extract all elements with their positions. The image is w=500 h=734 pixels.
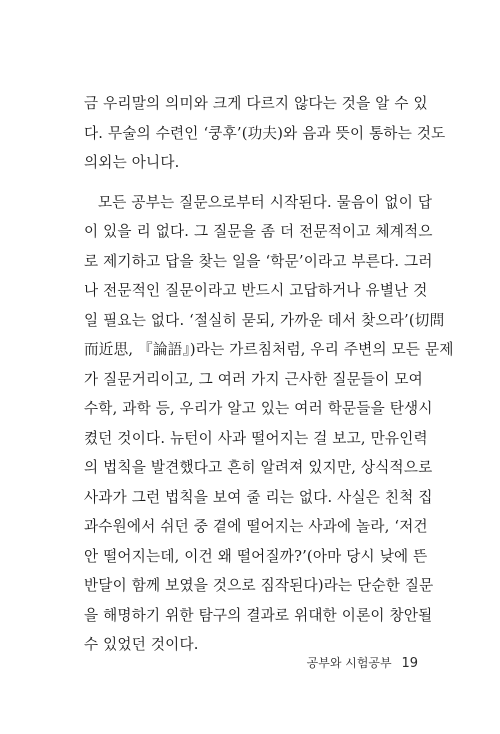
- text-line: 다. 무술의 수련인 ‘쿵후’(功夫)와 음과 뜻이 통하는 것도: [84, 124, 446, 142]
- text-line: 을 해명하기 위한 탐구의 결과로 위대한 이론이 창안될: [84, 606, 433, 624]
- text-line: 수 있었던 것이다.: [84, 636, 199, 653]
- text-line: 일 필요는 없다. ‘절실히 묻되, 가까운 데서 찾으라’(切問: [84, 311, 445, 329]
- text-line: 로 제기하고 답을 찾는 일을 ‘학문’이라고 부른다. 그러: [84, 252, 433, 270]
- text-line: 나 전문적인 질문이라고 반드시 고답하거나 유별난 것: [84, 282, 428, 299]
- text-line: 반달이 함께 보였을 것으로 짐작된다)라는 단순한 질문: [84, 577, 434, 594]
- text-line: 모든 공부는 질문으로부터 시작된다. 물음이 없이 답: [98, 193, 433, 211]
- text-line: 수학, 과학 등, 우리가 알고 있는 여러 학문들을 탄생시: [84, 400, 433, 417]
- text-line: 가 질문거리이고, 그 여러 가지 근사한 질문들이 모여: [84, 370, 423, 388]
- text-line: 의 법칙을 발견했다고 흔히 알려져 있지만, 상식적으로: [84, 459, 433, 476]
- body-text: [84, 89, 454, 660]
- text-line: 과수원에서 쉬던 중 곁에 떨어지는 사과에 놀라, ‘저건: [84, 518, 428, 535]
- text-line: 금 우리말의 의미와 크게 다르지 않다는 것을 알 수 있: [84, 95, 428, 112]
- text-line: 켰던 것이다. 뉴턴이 사과 떨어지는 걸 보고, 만유인력: [84, 429, 428, 447]
- page-footer: [307, 654, 418, 671]
- text-line: 안 떨어지는데, 이건 왜 떨어질까?’(아마 당시 낮에 뜬: [84, 547, 428, 565]
- page-number: 19: [401, 656, 418, 671]
- text-line: 의외는 아니다.: [84, 154, 180, 171]
- running-title: 공부와 시험공부: [306, 656, 392, 670]
- text-line: 而近思, 『論語』)라는 가르침처럼, 우리 주변의 모든 문제: [84, 341, 454, 358]
- text-line: 이 있을 리 없다. 그 질문을 좀 더 전문적이고 체계적으: [84, 223, 433, 240]
- text-line: 사과가 그런 법칙을 보여 줄 리는 없다. 사실은 친척 집: [84, 488, 433, 506]
